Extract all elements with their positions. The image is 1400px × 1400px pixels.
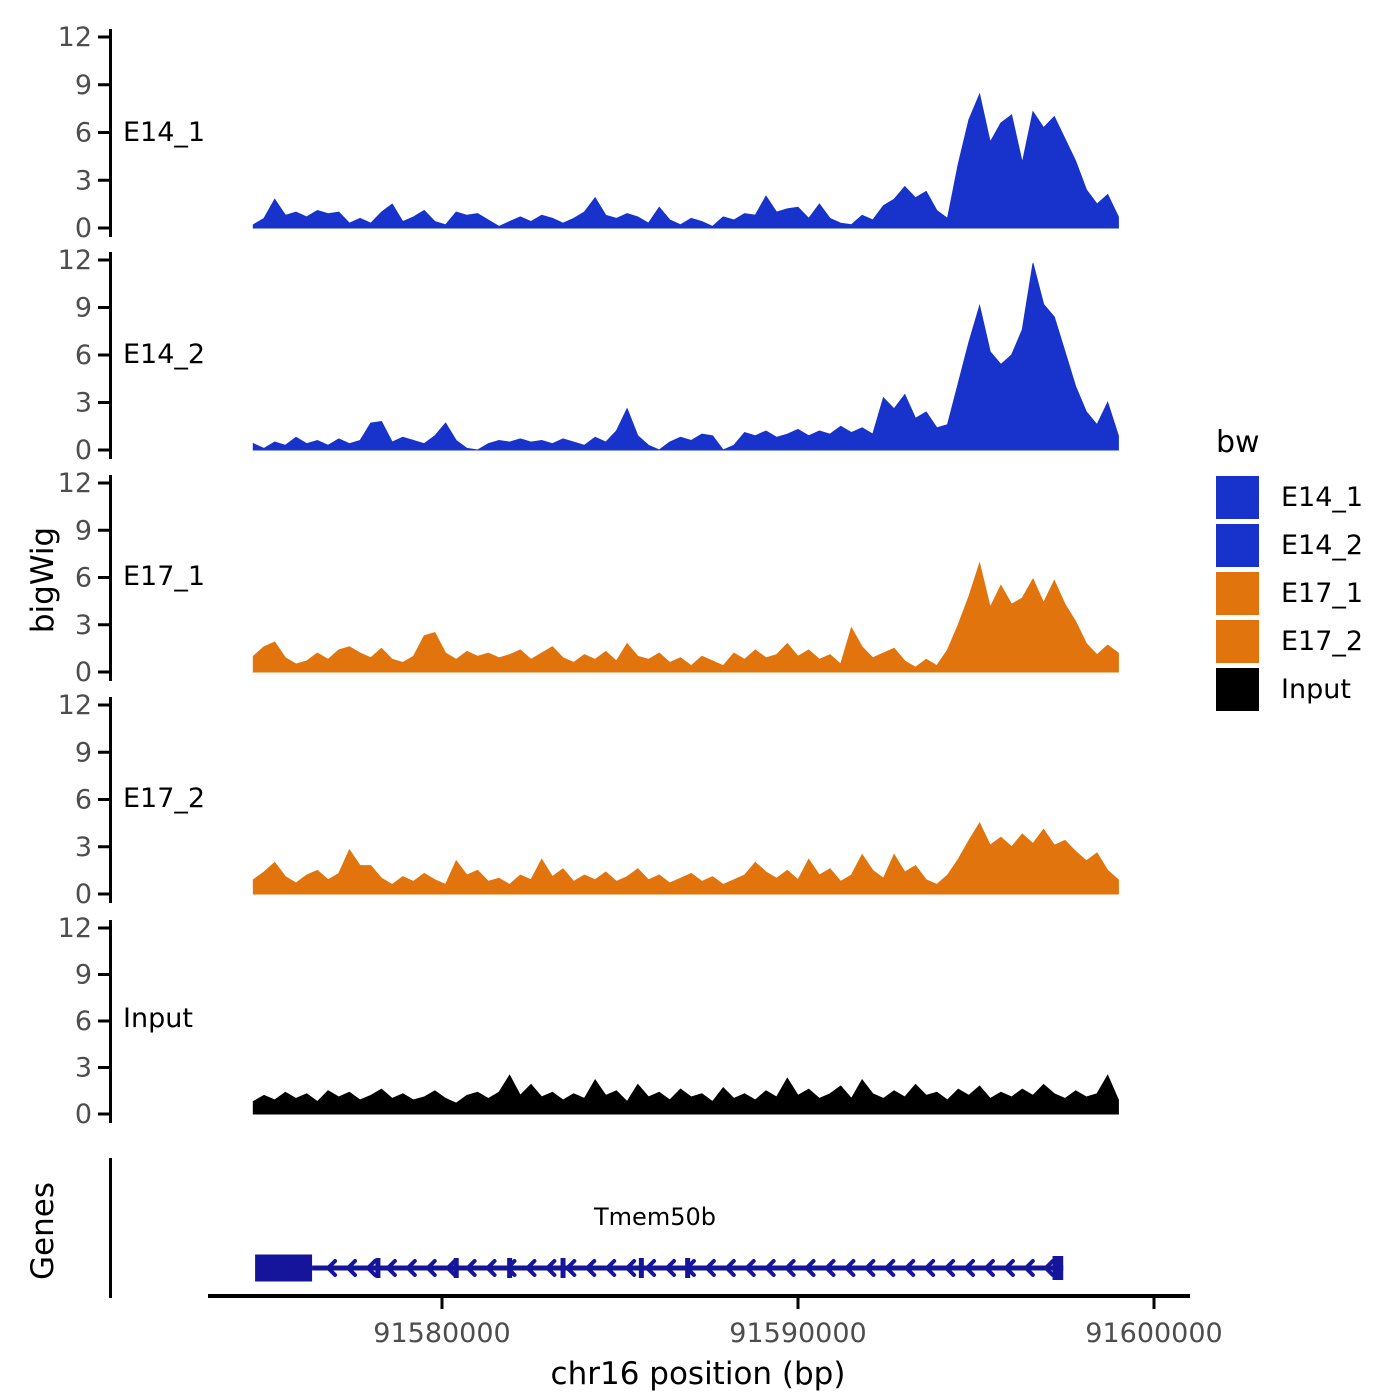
track-label-e14-2: E14_2 [123, 339, 206, 370]
y-tick-label-E14_1-6: 6 [74, 117, 92, 149]
y-tick-label-Input-9: 9 [74, 959, 92, 991]
track-label-e14-1: E14_1 [123, 117, 206, 148]
y-tick-label-E17_1-0: 0 [74, 657, 92, 688]
y-tick-label-E14_2-6: 6 [74, 340, 92, 371]
legend-swatch-e14-1 [1216, 476, 1259, 519]
legend-label-input: Input [1281, 674, 1351, 705]
x-tick-label-91600000: 91600000 [1085, 1318, 1223, 1349]
y-tick-label-E17_1-9: 9 [74, 515, 92, 547]
y-tick-label-E14_1-0: 0 [74, 213, 92, 244]
x-tick-label-91590000: 91590000 [729, 1318, 867, 1349]
legend-label-e17-1: E17_1 [1281, 578, 1364, 609]
y-tick-label-E14_2-0: 0 [74, 435, 92, 466]
track-label-e17-2: E17_2 [123, 783, 206, 814]
legend-swatch-e14-2 [1216, 524, 1259, 567]
legend-item-e17-2 [1216, 620, 1363, 663]
x-axis-title: chr16 position (bp) [550, 1356, 846, 1392]
y-tick-label-E17_1-6: 6 [74, 562, 92, 594]
legend-label-e14-1: E14_1 [1281, 482, 1364, 513]
y-tick-label-E14_1-3: 3 [74, 165, 92, 197]
y-tick-label-E17_2-6: 6 [74, 784, 92, 816]
y-tick-label-E14_1-9: 9 [74, 69, 92, 101]
y-tick-label-E17_1-3: 3 [74, 609, 92, 641]
legend-swatch-e17-1 [1216, 572, 1259, 615]
legend-swatch-e17-2 [1216, 620, 1259, 663]
genes-panel-title: Genes [25, 1182, 61, 1280]
y-tick-label-E17_2-3: 3 [74, 831, 92, 863]
y-tick-label-E17_2-9: 9 [74, 737, 92, 769]
legend [1216, 425, 1363, 716]
y-tick-label-Input-0: 0 [74, 1099, 92, 1130]
gene-first-exon [255, 1255, 312, 1282]
y-tick-label-E14_2-9: 9 [74, 292, 92, 324]
gene-exon-mark-4 [639, 1258, 644, 1278]
legend-label-e14-2: E14_2 [1281, 530, 1364, 561]
x-tick-label-91580000: 91580000 [373, 1318, 511, 1349]
y-tick-label-E14_2-12: 12 [57, 245, 92, 276]
gene-name-label: Tmem50b [594, 1203, 716, 1231]
legend-title: bw [1216, 425, 1260, 460]
y-tick-label-E17_1-12: 12 [57, 468, 92, 499]
y-tick-label-Input-12: 12 [57, 913, 92, 944]
y-tick-label-E14_2-3: 3 [74, 387, 92, 419]
coverage-area-E17_1 [253, 563, 1118, 672]
legend-item-e17-1 [1216, 572, 1363, 615]
coverage-area-E14_2 [253, 263, 1118, 450]
y-tick-label-E17_2-12: 12 [57, 690, 92, 721]
legend-item-e14-1 [1216, 476, 1363, 519]
legend-item-input [1216, 668, 1363, 711]
legend-swatch-input [1216, 668, 1259, 711]
y-tick-label-Input-3: 3 [74, 1052, 92, 1084]
legend-item-e14-2 [1216, 524, 1363, 567]
track-label-input: Input [123, 1003, 193, 1034]
coverage-area-Input [253, 1075, 1118, 1114]
legend-label-e17-2: E17_2 [1281, 626, 1364, 657]
coverage-area-E14_1 [253, 94, 1118, 228]
track-label-e17-1: E17_1 [123, 561, 206, 592]
y-tick-label-E14_1-12: 12 [57, 22, 92, 53]
y-tick-label-Input-6: 6 [74, 1006, 92, 1037]
y-tick-label-E17_2-0: 0 [74, 879, 92, 910]
coverage-area-E17_2 [253, 823, 1118, 894]
y-axis-title: bigWig [25, 526, 61, 634]
